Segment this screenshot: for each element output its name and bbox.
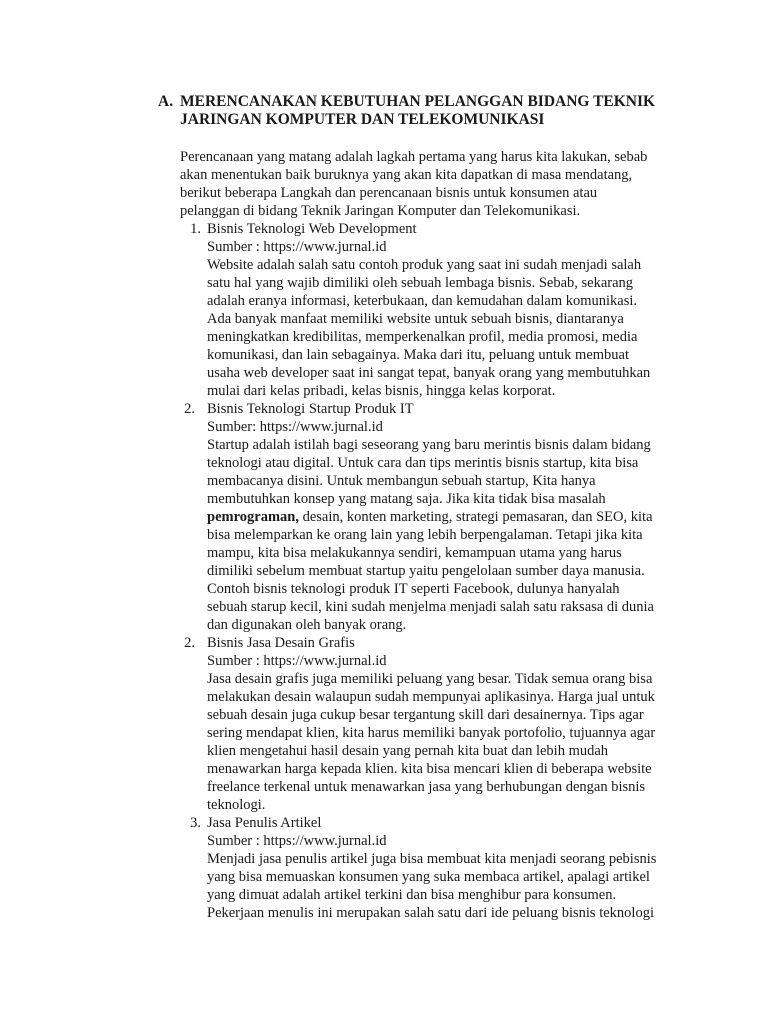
body-line: Website adalah salah satu contoh produk yang saat ini sudah menjadi salah (207, 257, 642, 273)
intro-line: Perencanaan yang matang adalah lagkah pertama yang harus kita lakukan, sebab (180, 149, 648, 165)
intro-paragraph (180, 148, 647, 220)
body-line: teknologi atau digital. Untuk cara dan tips merintis bisnis startup, kita bisa (207, 455, 639, 471)
list-item-number: 2. (184, 401, 195, 417)
body-line: Jasa desain grafis juga memiliki peluang yang besar. Tidak semua orang bisa (207, 671, 653, 687)
list-item-title: Bisnis Jasa Desain Grafis (207, 635, 355, 651)
section-title-line: MERENCANAKAN KEBUTUHAN PELANGGAN BIDANG TEKNIK (180, 93, 656, 110)
body-line: yang dimuat adalah artikel terkini dan bisa menghibur para konsumen. (207, 887, 617, 903)
business-list (0, 220, 768, 922)
body-line: Pekerjaan menulis ini merupakan salah satu dari ide peluang bisnis teknologi (207, 905, 654, 921)
body-line: membacanya disini. Untuk membangun sebuah startup, Kita hanya (207, 473, 596, 489)
body-line: menawarkan harga kepada klien. kita bisa mencari klien di beberapa website (207, 761, 652, 777)
list-item-title: Bisnis Teknologi Web Development (207, 221, 417, 237)
body-text: desain, konten marketing, strategi pemasaran, dan SEO, kita (298, 509, 653, 525)
list-item-source: Sumber : https://www.jurnal.id (207, 653, 387, 669)
list-item-number: 2. (184, 635, 195, 651)
body-line: mulai dari kelas pribadi, kelas bisnis, hingga kelas korporat. (207, 383, 556, 399)
list-item-source: Sumber : https://www.jurnal.id (207, 239, 387, 255)
section-title (180, 93, 655, 129)
body-line: melakukan desain walaupun sudah mempunyai aplikasinya. Harga jual untuk (207, 689, 655, 705)
body-line: sebuah desain juga cukup besar tergantung skill dari desainernya. Tips agar (207, 707, 644, 723)
section-title-line: JARINGAN KOMPUTER DAN TELEKOMUNIKASI (180, 111, 545, 128)
body-line: dimiliki sebelum membuat startup yaitu pengelolaan sumber daya manusia. (207, 563, 645, 579)
body-line: Menjadi jasa penulis artikel juga bisa membuat kita menjadi seorang pebisnis (207, 851, 657, 867)
body-line: sebuah starup kecil, kini sudah menjelma menjadi salah satu raksasa di dunia (207, 599, 654, 615)
body-line: freelance terkenal untuk menawarkan jasa yang berhubungan dengan bisnis (207, 779, 646, 795)
body-line: dan digunakan oleh banyak orang. (207, 617, 407, 633)
body-line: usaha web developer saat ini sangat tepat, banyak orang yang membutuhkan (207, 365, 651, 381)
list-item (0, 400, 768, 634)
bold-term: pemrograman, (207, 509, 299, 525)
body-line: yang bisa memuaskan konsumen yang suka membaca artikel, apalagi artikel (207, 869, 650, 885)
body-line: Startup adalah istilah bagi seseorang yang baru merintis bisnis dalam bidang (207, 437, 651, 453)
section-letter: A. (158, 93, 174, 110)
body-line: Ada banyak manfaat memiliki website untuk sebuah bisnis, diantaranya (207, 311, 624, 327)
body-line: mampu, kita bisa melakukannya sendiri, kemampuan utama yang harus (207, 545, 622, 561)
list-item (0, 634, 768, 814)
body-line: membutuhkan konsep yang matang saja. Jika kita tidak bisa masalah (207, 491, 606, 507)
body-line: komunikasi, dan lain sebagainya. Maka dari itu, peluang untuk membuat (207, 347, 630, 363)
body-line: adalah eranya informasi, keterbukaan, dan kemudahan dalam komunikasi. (207, 293, 638, 309)
body-line (207, 508, 697, 526)
intro-line: berikut beberapa Langkah dan perencanaan bisnis untuk konsumen atau (180, 185, 598, 201)
list-item-number: 3. (190, 815, 201, 831)
list-item-number: 1. (190, 221, 201, 237)
body-line: meningkatkan kredibilitas, memperkenalkan profil, media promosi, media (207, 329, 638, 345)
body-line: teknologi. (207, 797, 266, 813)
body-line: satu hal yang wajib dimiliki oleh sebuah lembaga bisnis. Sebab, sekarang (207, 275, 634, 291)
body-line: Contoh bisnis teknologi produk IT seperti Facebook, dulunya hanyalah (207, 581, 620, 597)
list-item-source: Sumber : https://www.jurnal.id (207, 833, 387, 849)
list-item-source: Sumber: https://www.jurnal.id (207, 419, 383, 435)
list-item-title: Jasa Penulis Artikel (207, 815, 322, 831)
body-line: sering mendapat klien, kita harus memiliki banyak portofolio, tujuannya agar (207, 725, 656, 741)
list-item-title: Bisnis Teknologi Startup Produk IT (207, 401, 414, 417)
body-line: klien mengetahui hasil desain yang pernah kita buat dan lebih mudah (207, 743, 609, 759)
body-line: bisa melemparkan ke orang lain yang lebih berpengalaman. Tetapi jika kita (207, 527, 643, 543)
intro-line: akan menentukan baik buruknya yang akan kita dapatkan di masa mendatang, (180, 167, 633, 183)
list-item (0, 814, 768, 922)
intro-line: pelanggan di bidang Teknik Jaringan Komputer dan Telekomunikasi. (180, 203, 581, 219)
list-item (0, 220, 768, 400)
